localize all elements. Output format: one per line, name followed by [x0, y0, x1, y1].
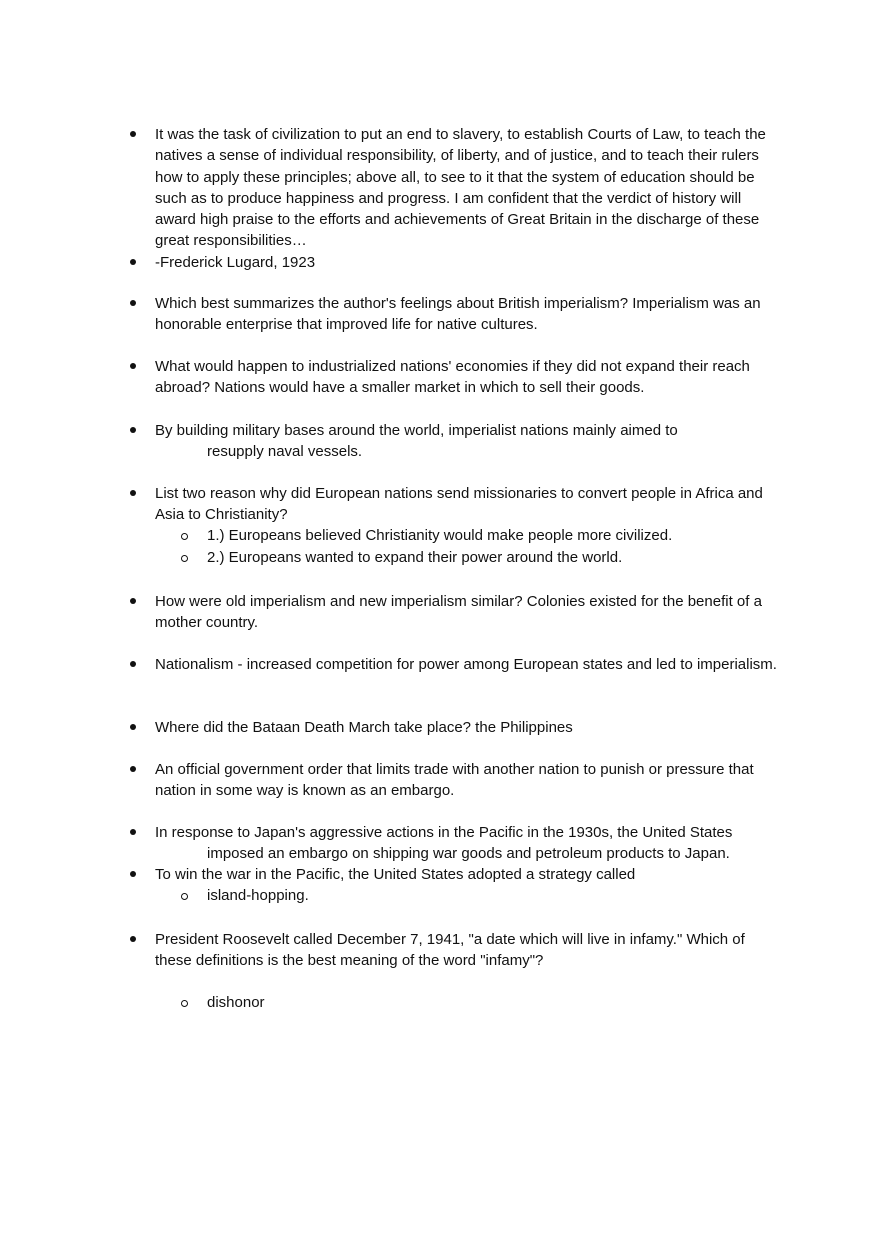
- list-item: To win the war in the Pacific, the United States adopted a strategy called: [155, 866, 636, 883]
- sub-list-item: dishonor: [207, 994, 265, 1011]
- bullet-icon: [130, 363, 136, 369]
- bullet-icon: [130, 724, 136, 730]
- list-item: Nationalism - increased competition for power among European states and led to imperialism.: [155, 656, 777, 673]
- list-item: By building military bases around the world, imperialist nations mainly aimed to: [155, 422, 678, 439]
- sub-bullet-icon: [181, 533, 188, 540]
- bullet-icon: [130, 766, 136, 772]
- bullet-icon: [130, 490, 136, 496]
- list-item-continuation: imposed an embargo on shipping war goods and petroleum products to Japan.: [207, 845, 730, 862]
- bullet-icon: [130, 661, 136, 667]
- sub-list-item: 2.) Europeans wanted to expand their power around the world.: [207, 549, 623, 566]
- sub-bullet-icon: [181, 893, 188, 900]
- list-item: President Roosevelt called December 7, 1941, "a date which will live in infamy." Which of these definitions is the best meaning of the word "infamy"?: [155, 931, 745, 970]
- list-item: How were old imperialism and new imperialism similar? Colonies existed for the benefit of a mother country.: [155, 593, 762, 632]
- quote-attribution: -Frederick Lugard, 1923: [155, 254, 316, 271]
- bullet-icon: [130, 300, 136, 306]
- list-item: Where did the Bataan Death March take place? the Philippines: [155, 719, 573, 736]
- bullet-icon: [130, 871, 136, 877]
- list-item: An ofﬁcial government order that limits trade with another nation to punish or pressure that nation in some way is known as an embargo.: [155, 761, 754, 800]
- list-item: List two reason why did European nations send missionaries to convert people in Africa and Asia to Christianity?: [155, 485, 763, 524]
- list-item: In response to Japan's aggressive actions in the Pacific in the 1930s, the United States: [155, 824, 733, 841]
- sub-bullet-icon: [181, 555, 188, 562]
- bullet-icon: [130, 427, 136, 433]
- bullet-icon: [130, 936, 136, 942]
- bullet-icon: [130, 131, 136, 137]
- sub-bullet-icon: [181, 1000, 188, 1007]
- list-item: What would happen to industrialized nations' economies if they did not expand their reach abroad? Nations would have a smaller market in which to sell their goods.: [155, 358, 750, 397]
- list-item-continuation: resupply naval vessels.: [207, 443, 363, 460]
- list-item: Which best summarizes the author's feelings about British imperialism? Imperialism was an honorable enterprise that improved life for native cultures.: [155, 295, 761, 334]
- sub-list-item: island-hopping.: [207, 887, 309, 904]
- sub-list-item: 1.) Europeans believed Christianity would make people more civilized.: [207, 527, 673, 544]
- bullet-icon: [130, 598, 136, 604]
- bullet-icon: [130, 259, 136, 265]
- quote-paragraph: It was the task of civilization to put an end to slavery, to establish Courts of Law, to teach the natives a sense of individual responsibility, of liberty, and of justice, and to teach their rulers how to apply these principles; above all, to see to it that the system of education should be such as to produce happiness and progress. I am confident that the verdict of history will award high praise to the efforts and achievements of Great Britain in the discharge of these great responsibilities…: [155, 126, 766, 250]
- bullet-icon: [130, 829, 136, 835]
